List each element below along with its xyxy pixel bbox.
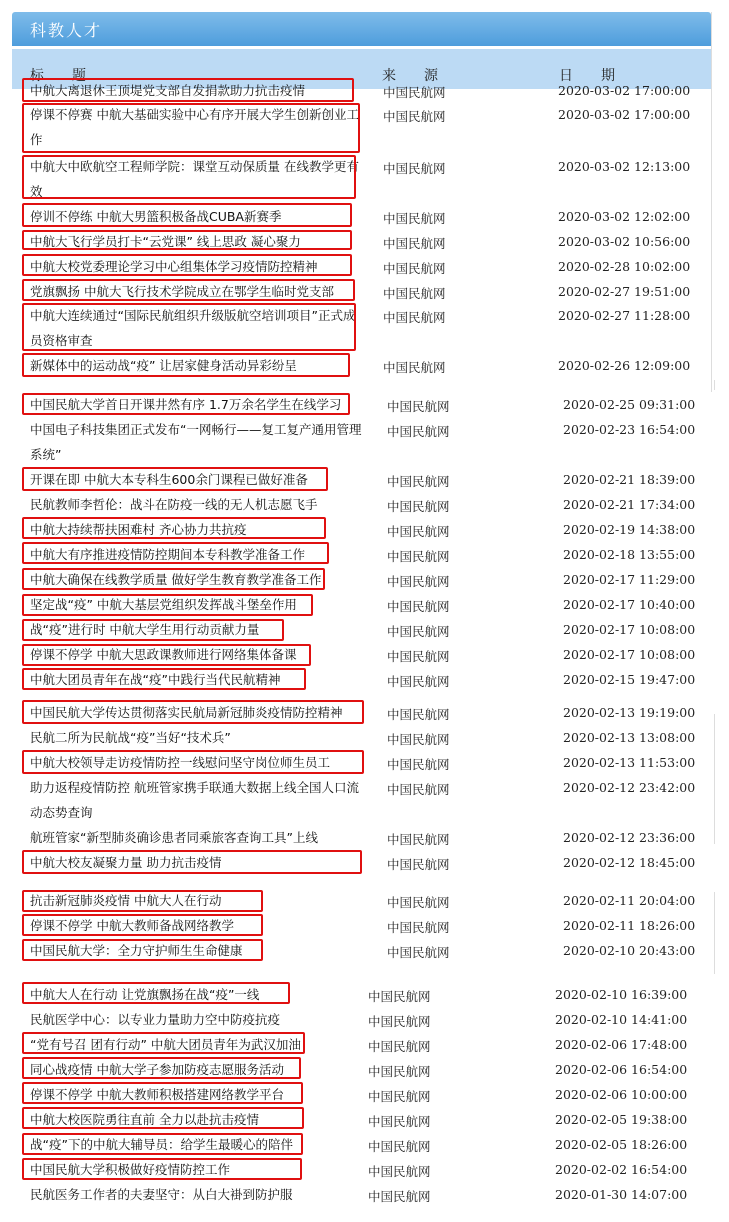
news-source: 中国民航网 (387, 732, 450, 747)
red-highlight-box (22, 103, 360, 153)
news-date: 2020-02-28 10:02:00 (558, 259, 691, 274)
news-title-link[interactable]: “党有号召 团有行动” 中航大团员青年为武汉加油 (30, 1037, 301, 1052)
news-source: 中国民航网 (387, 599, 450, 614)
news-date: 2020-02-17 11:29:00 (563, 572, 696, 587)
news-date: 2020-02-13 19:19:00 (563, 705, 696, 720)
red-highlight-box (22, 594, 313, 616)
news-date: 2020-02-27 11:28:00 (558, 308, 691, 323)
red-highlight-box (22, 542, 329, 564)
news-source: 中国民航网 (383, 286, 446, 301)
news-date: 2020-02-11 20:04:00 (563, 893, 696, 908)
red-highlight-box (22, 850, 362, 874)
news-source: 中国民航网 (383, 236, 446, 251)
news-title-link[interactable]: 坚定战“疫” 中航大基层党组织发挥战斗堡垒作用 (30, 597, 297, 612)
red-highlight-box (22, 155, 356, 199)
news-source: 中国民航网 (387, 757, 450, 772)
news-source: 中国民航网 (387, 574, 450, 589)
news-source: 中国民航网 (383, 161, 446, 176)
news-date: 2020-03-02 12:02:00 (558, 209, 691, 224)
red-highlight-box (22, 78, 354, 102)
news-title-link[interactable]: 停课不停学 中航大思政课教师进行网络集体备课 (30, 647, 297, 662)
news-title-link[interactable]: 中国电子科技集团正式发布“一网畅行——复工复产通用管理系统” (30, 422, 362, 462)
splice-divider (714, 380, 715, 390)
news-source: 中国民航网 (387, 499, 450, 514)
splice-divider (714, 714, 715, 844)
news-title-link[interactable]: 民航教师李哲伦：战斗在防疫一线的无人机志愿飞手 (30, 497, 318, 512)
news-source: 中国民航网 (368, 1064, 431, 1079)
splice-divider (711, 12, 712, 392)
news-source: 中国民航网 (387, 624, 450, 639)
news-date: 2020-02-10 20:43:00 (563, 943, 696, 958)
news-source: 中国民航网 (387, 857, 450, 872)
red-highlight-box (22, 644, 311, 666)
red-highlight-box (22, 750, 364, 774)
news-date: 2020-02-17 10:40:00 (563, 597, 696, 612)
news-date: 2020-02-11 18:26:00 (563, 918, 696, 933)
news-date: 2020-02-17 10:08:00 (563, 622, 696, 637)
news-source: 中国民航网 (387, 474, 450, 489)
news-title-link[interactable]: 中航大校医院勇往直前 全力以赴抗击疫情 (30, 1112, 259, 1127)
news-source: 中国民航网 (368, 989, 431, 1004)
red-highlight-box (22, 668, 306, 690)
red-highlight-box (22, 568, 325, 590)
news-source: 中国民航网 (387, 424, 450, 439)
news-date: 2020-01-30 14:07:00 (555, 1187, 688, 1202)
news-title-link[interactable]: 党旗飘扬 中航大飞行技术学院成立在鄂学生临时党支部 (30, 284, 334, 299)
news-source: 中国民航网 (387, 649, 450, 664)
news-date: 2020-03-02 17:00:00 (558, 83, 691, 98)
news-title-link[interactable]: 中国民航大学：全力守护师生生命健康 (30, 943, 243, 958)
news-date: 2020-02-06 16:54:00 (555, 1062, 688, 1077)
news-date: 2020-03-02 10:56:00 (558, 234, 691, 249)
news-title-link[interactable]: 中航大连续通过“国际民航组织升级版航空培训项目”正式成员资格审查 (30, 308, 356, 348)
red-highlight-box (22, 982, 290, 1004)
news-date: 2020-02-02 16:54:00 (555, 1162, 688, 1177)
red-highlight-box (22, 1133, 303, 1155)
news-source: 中国民航网 (383, 261, 446, 276)
red-highlight-box (22, 230, 352, 250)
news-title-link[interactable]: 中国民航大学传达贯彻落实民航局新冠肺炎疫情防控精神 (30, 705, 343, 720)
news-source: 中国民航网 (368, 1089, 431, 1104)
news-source: 中国民航网 (387, 945, 450, 960)
red-highlight-box (22, 1158, 302, 1180)
news-title-link[interactable]: 战“疫”进行时 中航大学生用行动贡献力量 (30, 622, 260, 637)
red-highlight-box (22, 467, 328, 491)
news-date: 2020-02-12 18:45:00 (563, 855, 696, 870)
news-title-link[interactable]: 同心战疫情 中航大学子参加防疫志愿服务活动 (30, 1062, 284, 1077)
news-title-link[interactable]: 抗击新冠肺炎疫情 中航大人在行动 (30, 893, 222, 908)
section-title-bar (12, 12, 711, 46)
news-title-link[interactable]: 中航大离退休王顶堤党支部自发捐款助力抗击疫情 (30, 83, 306, 98)
news-title-link[interactable]: 中航大人在行动 让党旗飘扬在战“疫”一线 (30, 987, 260, 1002)
news-title-link[interactable]: 中国民航大学积极做好疫情防控工作 (30, 1162, 231, 1177)
news-title-link[interactable]: 民航医学中心：以专业力量助力空中防疫抗疫 (30, 1012, 281, 1027)
news-title-link[interactable]: 新媒体中的运动战“疫” 让居家健身活动异彩纷呈 (30, 358, 297, 373)
red-highlight-box (22, 939, 263, 961)
red-highlight-box (22, 1107, 304, 1129)
news-date: 2020-02-25 09:31:00 (563, 397, 696, 412)
news-date: 2020-02-23 16:54:00 (563, 422, 696, 437)
news-date: 2020-02-05 18:26:00 (555, 1137, 688, 1152)
news-date: 2020-02-15 19:47:00 (563, 672, 696, 687)
news-source: 中国民航网 (383, 85, 446, 100)
red-highlight-box (22, 393, 350, 415)
news-title-link[interactable]: 中航大中欧航空工程师学院：课堂互动保质量 在线教学更有效 (30, 159, 359, 199)
news-source: 中国民航网 (387, 832, 450, 847)
news-title-link[interactable]: 民航医务工作者的夫妻坚守：从白大褂到防护服 (30, 1187, 293, 1202)
news-source: 中国民航网 (387, 895, 450, 910)
news-date: 2020-02-12 23:42:00 (563, 780, 696, 795)
column-header-title: 标 题 (30, 68, 86, 84)
news-date: 2020-02-17 10:08:00 (563, 647, 696, 662)
news-source: 中国民航网 (387, 707, 450, 722)
news-source: 中国民航网 (387, 524, 450, 539)
news-date: 2020-02-10 16:39:00 (555, 987, 688, 1002)
news-date: 2020-02-13 11:53:00 (563, 755, 696, 770)
news-date: 2020-02-13 13:08:00 (563, 730, 696, 745)
red-highlight-box (22, 619, 284, 641)
news-title-link[interactable]: 中国民航大学首日开课井然有序 1.7万余名学生在线学习 (30, 397, 342, 412)
news-date: 2020-02-06 17:48:00 (555, 1037, 688, 1052)
news-title-link[interactable]: 中航大团员青年在战“疫”中践行当代民航精神 (30, 672, 281, 687)
news-date: 2020-02-21 17:34:00 (563, 497, 696, 512)
news-title-link[interactable]: 开课在即 中航大本专科生600余门课程已做好准备 (30, 472, 308, 487)
news-date: 2020-02-26 12:09:00 (558, 358, 691, 373)
news-source: 中国民航网 (368, 1039, 431, 1054)
column-header-source: 来 源 (382, 68, 438, 84)
news-source: 中国民航网 (387, 549, 450, 564)
red-highlight-box (22, 203, 352, 227)
news-source: 中国民航网 (387, 399, 450, 414)
news-date: 2020-02-27 19:51:00 (558, 284, 691, 299)
news-title-link[interactable]: 战“疫”下的中航大辅导员：给学生最暖心的陪伴 (30, 1137, 293, 1152)
news-source: 中国民航网 (383, 360, 446, 375)
news-title-link[interactable]: 中航大确保在线教学质量 做好学生教育教学准备工作 (30, 572, 322, 587)
news-title-link[interactable]: 中航大持续帮扶困难村 齐心协力共抗疫 (30, 522, 247, 537)
news-title-link[interactable]: 中航大校党委理论学习中心组集体学习疫情防控精神 (30, 259, 318, 274)
red-highlight-box (22, 303, 356, 351)
news-date: 2020-02-06 10:00:00 (555, 1087, 688, 1102)
news-date: 2020-02-10 14:41:00 (555, 1012, 688, 1027)
column-header-date: 日 期 (559, 68, 615, 84)
red-highlight-box (22, 700, 364, 724)
red-highlight-box (22, 914, 263, 936)
news-source: 中国民航网 (387, 782, 450, 797)
section-title: 科教人才 (30, 21, 103, 40)
news-date: 2020-02-05 19:38:00 (555, 1112, 688, 1127)
news-source: 中国民航网 (383, 211, 446, 226)
news-title-link[interactable]: 停课不停学 中航大教师积极搭建网络教学平台 (30, 1087, 284, 1102)
news-title-link[interactable]: 中航大校领导走访疫情防控一线慰问坚守岗位师生员工 (30, 755, 331, 770)
news-date: 2020-02-18 13:55:00 (563, 547, 696, 562)
red-highlight-box (22, 353, 350, 377)
red-highlight-box (22, 279, 355, 301)
news-title-link[interactable]: 停课不停学 中航大教师备战网络教学 (30, 918, 234, 933)
red-highlight-box (22, 1032, 305, 1054)
news-date: 2020-03-02 12:13:00 (558, 159, 691, 174)
news-source: 中国民航网 (368, 1139, 431, 1154)
news-source: 中国民航网 (387, 920, 450, 935)
news-source: 中国民航网 (383, 310, 446, 325)
news-title-link[interactable]: 助力返程疫情防控 航班管家携手联通大数据上线全国人口流动态势查询 (30, 780, 359, 820)
red-highlight-box (22, 254, 352, 276)
red-highlight-box (22, 1082, 303, 1104)
news-date: 2020-02-12 23:36:00 (563, 830, 696, 845)
news-source: 中国民航网 (368, 1164, 431, 1179)
news-title-link[interactable]: 中航大校友凝聚力量 助力抗击疫情 (30, 855, 222, 870)
news-date: 2020-03-02 17:00:00 (558, 107, 691, 122)
red-highlight-box (22, 1057, 301, 1079)
news-title-link[interactable]: 中航大飞行学员打卡“云党课” 线上思政 凝心聚力 (30, 234, 301, 249)
news-title-link[interactable]: 停训不停练 中航大男篮积极备战CUBA新赛季 (30, 209, 282, 224)
news-title-link[interactable]: 民航二所为民航战“疫”当好“技术兵” (30, 730, 231, 745)
news-date: 2020-02-19 14:38:00 (563, 522, 696, 537)
red-highlight-box (22, 890, 263, 912)
splice-divider (714, 892, 715, 974)
news-title-link[interactable]: 停课不停赛 中航大基础实验中心有序开展大学生创新创业工作 (30, 107, 359, 147)
news-date: 2020-02-21 18:39:00 (563, 472, 696, 487)
red-highlight-box (22, 517, 326, 539)
news-source: 中国民航网 (368, 1189, 431, 1204)
news-title-link[interactable]: 航班管家“新型肺炎确诊患者同乘旅客查询工具”上线 (30, 830, 318, 845)
news-title-link[interactable]: 中航大有序推进疫情防控期间本专科教学准备工作 (30, 547, 306, 562)
news-source: 中国民航网 (383, 109, 446, 124)
news-source: 中国民航网 (368, 1014, 431, 1029)
news-source: 中国民航网 (387, 674, 450, 689)
news-source: 中国民航网 (368, 1114, 431, 1129)
